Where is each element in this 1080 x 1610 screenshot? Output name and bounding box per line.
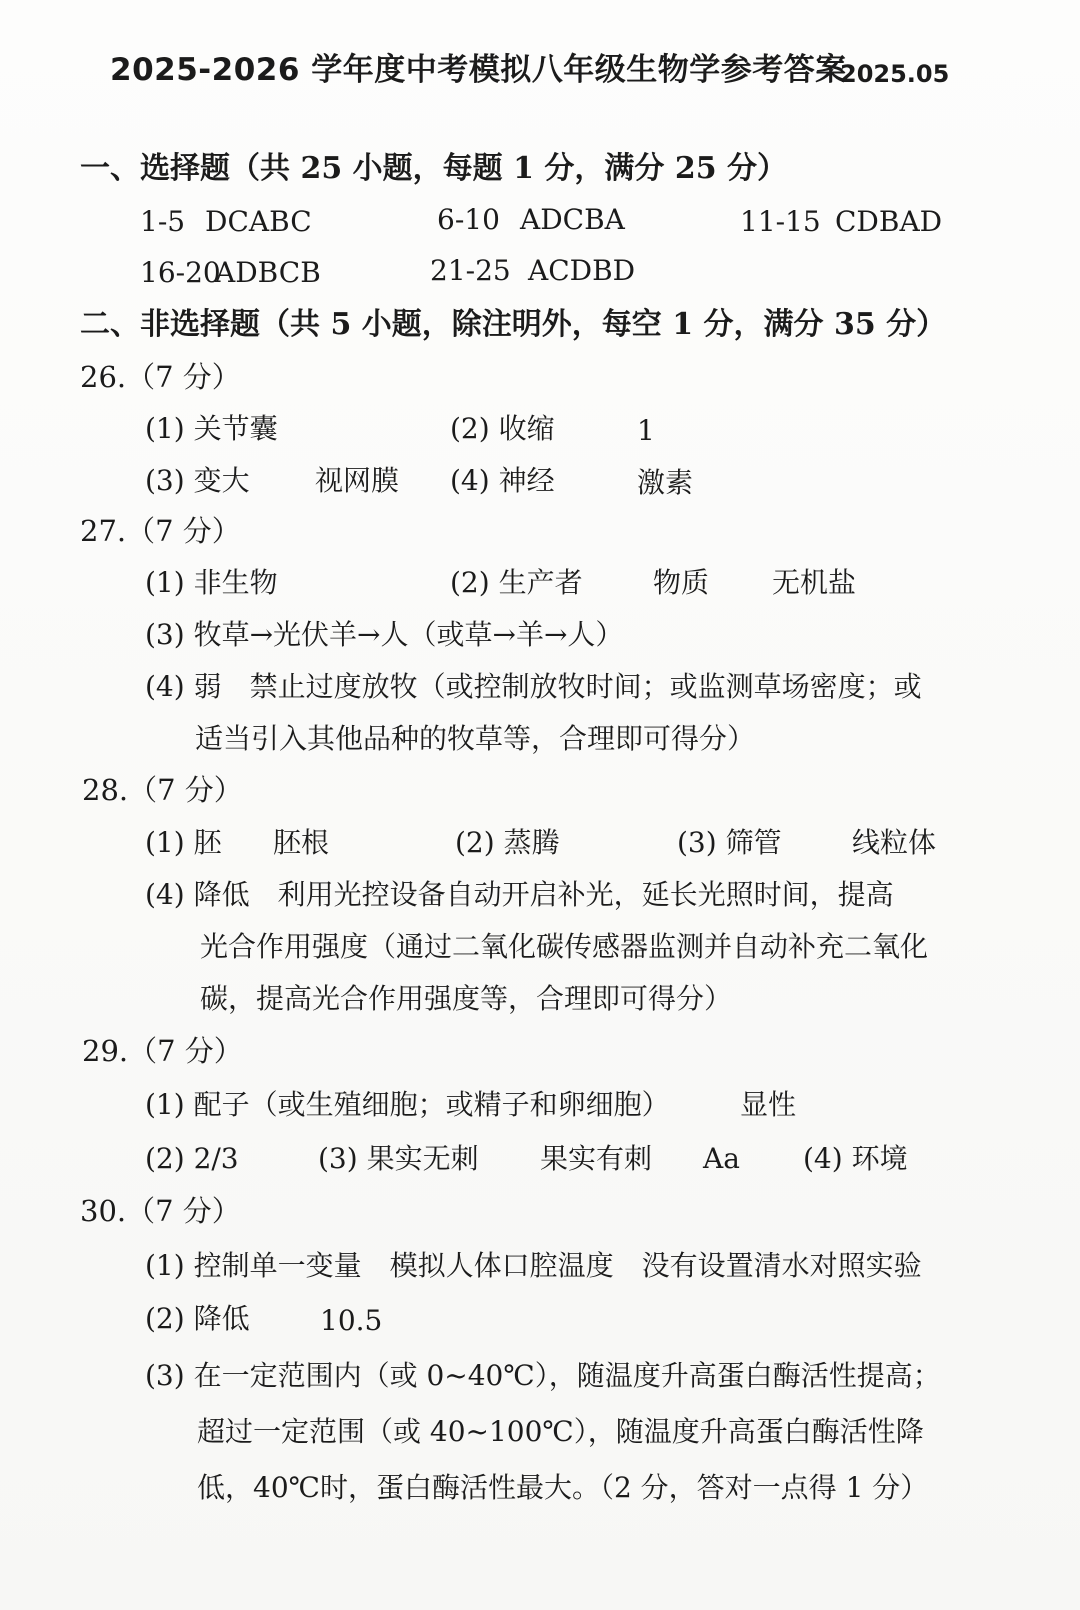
q28-answer-2: (2) 蒸腾 [455, 826, 560, 859]
q28-answer-4c: 碳，提高光合作用强度等，合理即可得分） [200, 982, 733, 1015]
document-date: 2025.05 [840, 60, 950, 88]
q29-heading: 29.（7 分） [82, 1034, 243, 1068]
q28-answer-4b: 光合作用强度（通过二氧化碳传感器监测并自动补充二氧化 [200, 930, 929, 963]
q28-answer-1b: 胚根 [273, 826, 330, 859]
q26-answer-4b: 激素 [637, 466, 694, 499]
q28-answer-3: (3) 筛管 [677, 826, 782, 859]
q27-answer-2: (2) 生产者 [450, 566, 583, 599]
mc-range-3: 11-15 [740, 205, 821, 238]
q30-heading: 30.（7 分） [80, 1194, 241, 1228]
mc-range-1: 1-5 [140, 205, 186, 238]
q29-answer-3c: Aa [703, 1142, 740, 1175]
q30-answer-1: (1) 控制单一变量 模拟人体口腔温度 没有设置清水对照实验 [145, 1249, 922, 1282]
q29-answer-1b: 显性 [740, 1088, 797, 1121]
q26-answer-4: (4) 神经 [450, 464, 555, 497]
q26-answer-2b: 1 [637, 414, 655, 447]
q30-answer-2: (2) 降低 [145, 1302, 250, 1335]
mc-key-3: CDBAD [835, 205, 943, 238]
q29-answer-1: (1) 配子（或生殖细胞；或精子和卵细胞） [145, 1088, 670, 1121]
q29-answer-4: (4) 环境 [803, 1142, 908, 1175]
q30-answer-3c: 低，40℃时，蛋白酶活性最大。（2 分，答对一点得 1 分） [197, 1471, 929, 1504]
mc-key-4: ADBCB [215, 256, 321, 289]
q28-answer-4: (4) 降低 利用光控设备自动开启补光，延长光照时间，提高 [145, 878, 894, 911]
mc-key-5: ACDBD [528, 254, 636, 287]
q27-answer-4: (4) 弱 禁止过度放牧（或控制放牧时间；或监测草场密度；或 [145, 670, 922, 703]
section2-heading: 二、非选择题（共 5 小题，除注明外，每空 1 分，满分 35 分） [80, 307, 947, 342]
q26-heading: 26.（7 分） [80, 360, 241, 394]
q29-answer-3b: 果实有刺 [540, 1142, 653, 1175]
q26-answer-3b: 视网膜 [315, 464, 400, 497]
q27-answer-2b: 物质 [653, 566, 710, 599]
mc-key-2: ADCBA [520, 203, 625, 236]
q30-answer-3b: 超过一定范围（或 40~100℃），随温度升高蛋白酶活性降 [197, 1415, 924, 1448]
q26-answer-3: (3) 变大 [145, 464, 250, 497]
q30-answer-3: (3) 在一定范围内（或 0~40℃），随温度升高蛋白酶活性提高； [145, 1359, 941, 1392]
q28-heading: 28.（7 分） [82, 773, 243, 807]
section1-heading: 一、选择题（共 25 小题，每题 1 分，满分 25 分） [80, 151, 788, 186]
q30-answer-2b: 10.5 [320, 1304, 383, 1337]
q28-answer-1: (1) 胚 [145, 826, 222, 859]
q27-answer-2c: 无机盐 [772, 566, 857, 599]
mc-range-5: 21-25 [430, 254, 511, 287]
q29-answer-3: (3) 果实无刺 [318, 1142, 479, 1175]
q27-answer-4b: 适当引入其他品种的牧草等，合理即可得分） [195, 722, 756, 755]
mc-range-4: 16-20 [140, 256, 221, 289]
q26-answer-1: (1) 关节囊 [145, 412, 278, 445]
q28-answer-3b: 线粒体 [852, 826, 937, 859]
mc-range-2: 6-10 [437, 203, 500, 236]
q26-answer-2: (2) 收缩 [450, 412, 555, 445]
document-title: 2025-2026 学年度中考模拟八年级生物学参考答案 [110, 52, 847, 88]
q27-answer-1: (1) 非生物 [145, 566, 278, 599]
q27-answer-3: (3) 牧草→光伏羊→人（或草→羊→人） [145, 618, 624, 651]
q27-heading: 27.（7 分） [80, 514, 241, 548]
mc-key-1: DCABC [205, 205, 312, 238]
q29-answer-2: (2) 2/3 [145, 1142, 239, 1175]
